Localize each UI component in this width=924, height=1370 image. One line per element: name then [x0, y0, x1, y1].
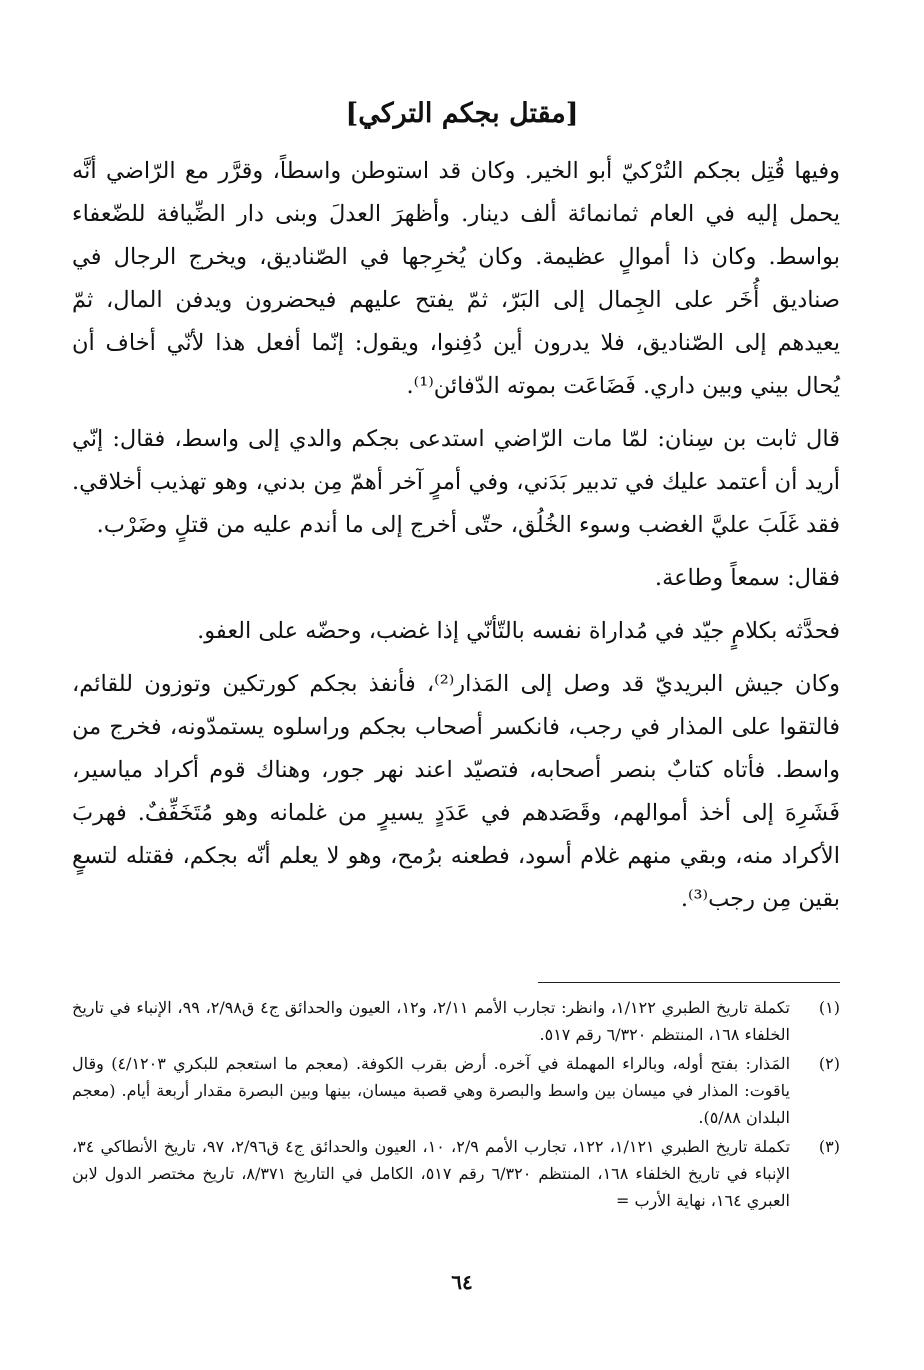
paragraph: قال ثابت بن سِنان: لمّا مات الرّاضي استدعى بجكم والدي إلى واسط، فقال: إنّي أريد أن أعتمد عليك في تدبير بَدَني، وفي أمرٍ آخر أهمّ مِن بدني، وهو تهذيب أخلاقي. فقد غَلَبَ عليَّ الغضب وسوء الخُلُق، حتّى أخرج إلى ما أندم عليه من قتلٍ وضَرْب. [72, 426, 840, 538]
section-title: [مقتل بجكم التركي] [345, 98, 579, 129]
paragraph: فقال: سمعاً وطاعة. [654, 565, 840, 591]
footnote-text: المَذار: بفتح أوله، وبالراء المهملة في آخره. أرض بقرب الكوفة. (معجم ما استعجم للبكري ٤/١٢٠٣) وقال ياقوت: المذار في ميسان بين واسط والبصرة وهي قصبة ميسان، بينها وبين البصرة مقدار أربعة أيام. (معجم البلدان ٥/٨٨). [72, 1054, 791, 1127]
footnote [72, 1050, 840, 1131]
paragraph: وفيها قُتِل بجكم التُرْكيّ أبو الخير. وكان قد استوطن واسطاً، وقرَّر مع الرّاضي أنَّه يحمل إليه في العام ثمانمائة ألف دينار. وأظهرَ العدلَ وبنى دار الضِّيافة للضّعفاء بواسط. وكان ذا أموالٍ عظيمة. وكان يُخرِجها في الصّناديق، ويخرج الرجال في صناديق أُخَر على الجِمال إلى البَرّ، ثمّ يفتح عليهم فيحضرون ويدفن المال، ثمّ يعيدهم إلى الصّناديق، فلا يدرون أين دُفِنوا، ويقول: إنّما أفعل هذا لأنّي أخاف أن يُحال بيني وبين داري. فَضَاعَت بموته الدّفائن⁽¹⁾. [72, 158, 840, 399]
footnote-text: تكملة تاريخ الطبري ١/١٢١، ١٢٢، تجارب الأمم ٢/٩، ١٠، العيون والحدائق ج٤ ق٢/٩٦، ٩٧، تاريخ الأنطاكي ٣٤، الإنباء في تاريخ الخلفاء ١٦٨، المنتظم ٦/٣٢٠ رقم ٥١٧، الكامل في التاريخ ٨/٣٧١، تاريخ مختصر الدول لابن العبري ١٦٤، نهاية الأرب = [72, 1137, 791, 1210]
footnote-number: (٢) [818, 1054, 840, 1073]
footnotes [72, 994, 840, 1216]
paragraph: وكان جيش البريديّ قد وصل إلى المَذار⁽²⁾، فأنفذ بجكم كورتكين وتوزون للقائم، فالتقوا على المذار في رجب، فانكسر أصحاب بجكم وراسلوه يستمدّونه، فخرج من واسط. فأتاه كتابٌ بنصر أصحابه، فتصيّد اعند نهر جور، وهناك قوم أكراد مياسير، فَشَرِهَ إلى أخذ أموالهم، وقَصَدهم في عَدَدٍ يسيرٍ من غلمانه وهو مُتَخَفِّفٌ. فهربَ الأكراد منه، وبقي منهم غلام أسود، فطعنه برُمح، وهو لا يعلم أنّه بجكم، فقتله لتسعٍ بقين مِن رجب⁽³⁾. [72, 671, 840, 912]
page-number: ٦٤ [451, 1270, 473, 1294]
footnote-number: (١) [818, 998, 840, 1017]
footnote [72, 1133, 840, 1214]
footnote-text: تكملة تاريخ الطبري ١/١٢٢، وانظر: تجارب الأمم ٢/١١، و١٢، العيون والحدائق ج٤ ق٢/٩٨، ٩٩، الإنباء في تاريخ الخلفاء ١٦٨، المنتظم ٦/٣٢٠ رقم ٥١٧. [72, 998, 791, 1044]
footnote [72, 994, 840, 1048]
footnote-separator [538, 982, 840, 983]
paragraph: فحدَّثه بكلامٍ جيّد في مُداراة نفسه بالتّأنّي إذا غضب، وحضّه على العفو. [197, 618, 840, 644]
footnote-number: (٣) [818, 1137, 840, 1156]
main-text [72, 150, 840, 931]
